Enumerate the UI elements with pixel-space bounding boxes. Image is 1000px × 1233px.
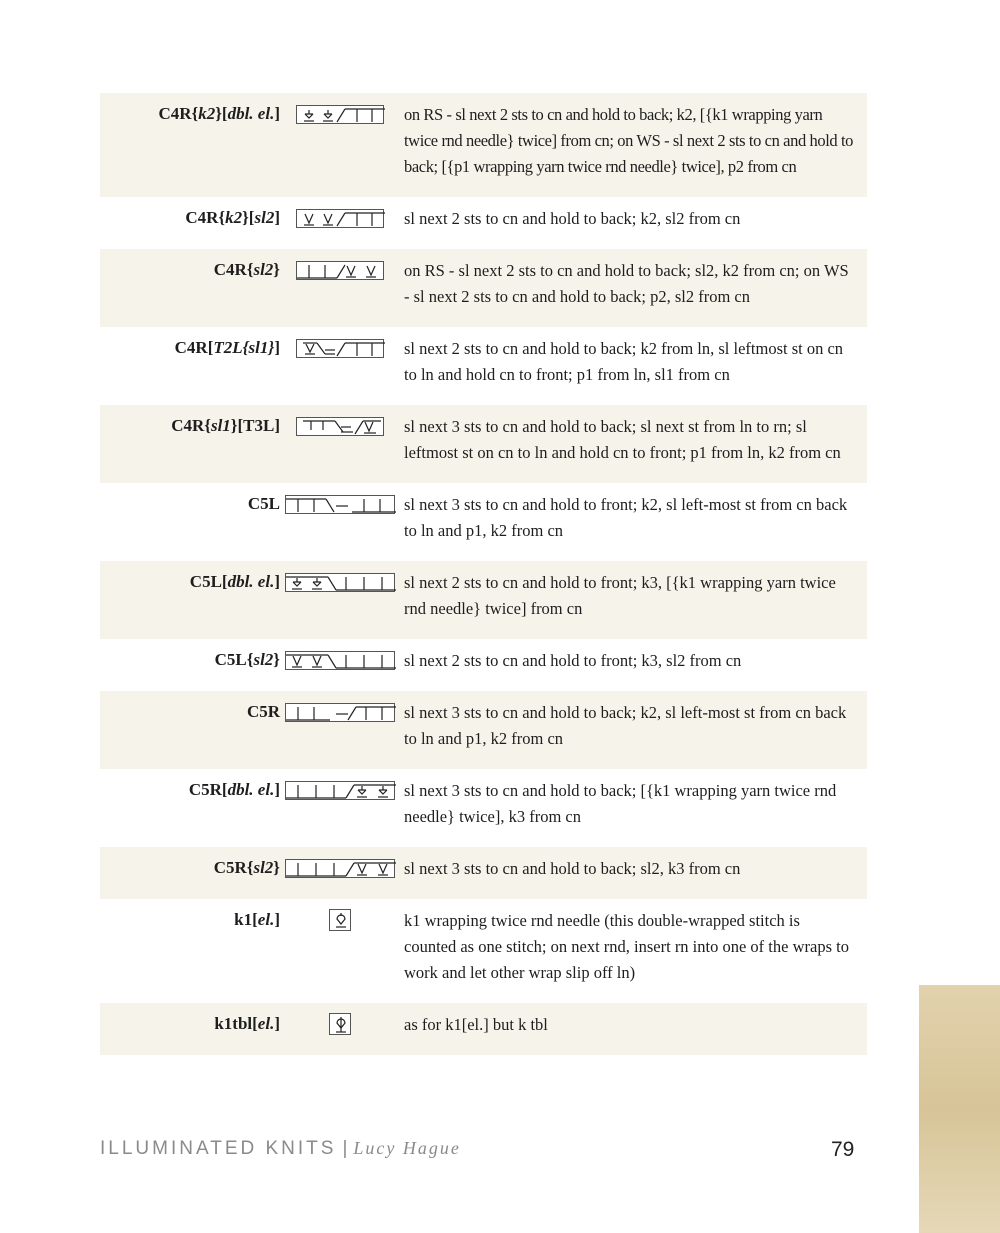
stitch-abbreviation: C5L{sl2} (214, 650, 280, 669)
stitch-abbreviation: C4R[T2L{sl1}] (174, 338, 280, 357)
page-number: 79 (831, 1138, 855, 1161)
stitch-abbreviation: C4R{k2}[sl2] (185, 208, 280, 227)
stitch-abbreviation: C5R[dbl. el.] (188, 780, 280, 799)
stitch-description: k1 wrapping twice rnd needle (this double-wrapped stitch is counted as one stitch; on next rnd, insert rn into one of the wraps to work and let other wrap slip off ln) (404, 911, 849, 982)
stitch-description: sl next 2 sts to cn and hold to back; k2, sl2 from cn (404, 209, 741, 228)
chart-key-row (100, 197, 867, 249)
stitch-abbreviation: C5R{sl2} (213, 858, 280, 877)
chart-key-row (100, 639, 867, 691)
stitch-abbreviation: C4R{k2}[dbl. el.] (158, 104, 280, 123)
stitch-description: sl next 2 sts to cn and hold to front; k3, [{k1 wrapping yarn twice rnd needle} twice] from cn (404, 573, 836, 618)
c5l-symbol (285, 495, 395, 514)
chart-key-row (100, 405, 867, 483)
stitch-abbreviation: C5L[dbl. el.] (189, 572, 280, 591)
stitch-abbreviation: C4R{sl2} (213, 260, 280, 279)
author-name: Lucy Hague (353, 1138, 461, 1158)
c5r-sl2-symbol (285, 859, 395, 878)
book-title: ILLUMINATED KNITS (100, 1138, 337, 1159)
k1-el-symbol (329, 909, 351, 931)
c5l-dbl-el-symbol (285, 573, 395, 592)
c4r-t2l-sl1-symbol (296, 339, 384, 358)
stitch-description: sl next 3 sts to cn and hold to back; sl next st from ln to rn; sl leftmost st on cn to ln and hold cn to front; p1 from ln, k2 from cn (404, 417, 841, 462)
stitch-description: sl next 3 sts to cn and hold to back; k2, sl left-most st from cn back to ln and p1, k2 from cn (404, 703, 847, 748)
k1tbl-el-symbol (329, 1013, 351, 1035)
chart-key-row (100, 691, 867, 769)
chart-key-row (100, 1003, 867, 1055)
chart-key-row (100, 327, 867, 405)
page-footer (100, 1138, 461, 1160)
stitch-abbreviation: k1[el.] (234, 910, 280, 929)
stitch-description: as for k1[el.] but k tbl (404, 1015, 548, 1034)
stitch-abbreviation: k1tbl[el.] (214, 1014, 280, 1033)
chart-key-row (100, 249, 867, 327)
stitch-description: sl next 3 sts to cn and hold to back; [{k1 wrapping yarn twice rnd needle} twice], k3 from cn (404, 781, 837, 826)
stitch-abbreviation: C5L (247, 494, 280, 513)
chart-key-row (100, 847, 867, 899)
section-tab (919, 985, 1000, 1233)
stitch-description: on RS - sl next 2 sts to cn and hold to back; k2, [{k1 wrapping yarn twice rnd needle} twice] from cn; on WS - sl next 2 sts to cn and hold to back; [{p1 wrapping yarn twice rnd needle} twice], p2 from cn (404, 105, 854, 176)
chart-key-row (100, 483, 867, 561)
c4r-k2-dbl-el-symbol (296, 105, 384, 124)
c4r-k2-sl2-symbol (296, 209, 384, 228)
c5l-sl2-symbol (285, 651, 395, 670)
stitch-abbreviation: C4R{sl1}[T3L] (171, 416, 280, 435)
c5r-dbl-el-symbol (285, 781, 395, 800)
chart-key-row (100, 769, 867, 847)
stitch-description: sl next 2 sts to cn and hold to front; k3, sl2 from cn (404, 651, 742, 670)
chart-key-table (100, 93, 867, 1055)
stitch-description: sl next 2 sts to cn and hold to back; k2 from ln, sl leftmost st on cn to ln and hold cn to front; p1 from ln, sl1 from cn (404, 339, 844, 384)
stitch-description: sl next 3 sts to cn and hold to front; k2, sl left-most st from cn back to ln and p1, k2 from cn (404, 495, 848, 540)
footer-separator: | (342, 1138, 348, 1159)
section-tab-label: CHART KEY (25, 1021, 54, 1191)
c4r-sl2-symbol (296, 261, 384, 280)
chart-key-row (100, 93, 867, 197)
c5r-symbol (285, 703, 395, 722)
stitch-description: sl next 3 sts to cn and hold to back; sl2, k3 from cn (404, 859, 741, 878)
stitch-abbreviation: C5R (246, 702, 280, 721)
c4r-sl1-t3l-symbol (296, 417, 384, 436)
stitch-description: on RS - sl next 2 sts to cn and hold to back; sl2, k2 from cn; on WS - sl next 2 sts to cn and hold to back; p2, sl2 from cn (404, 261, 849, 306)
chart-key-row (100, 899, 867, 1003)
chart-key-row (100, 561, 867, 639)
